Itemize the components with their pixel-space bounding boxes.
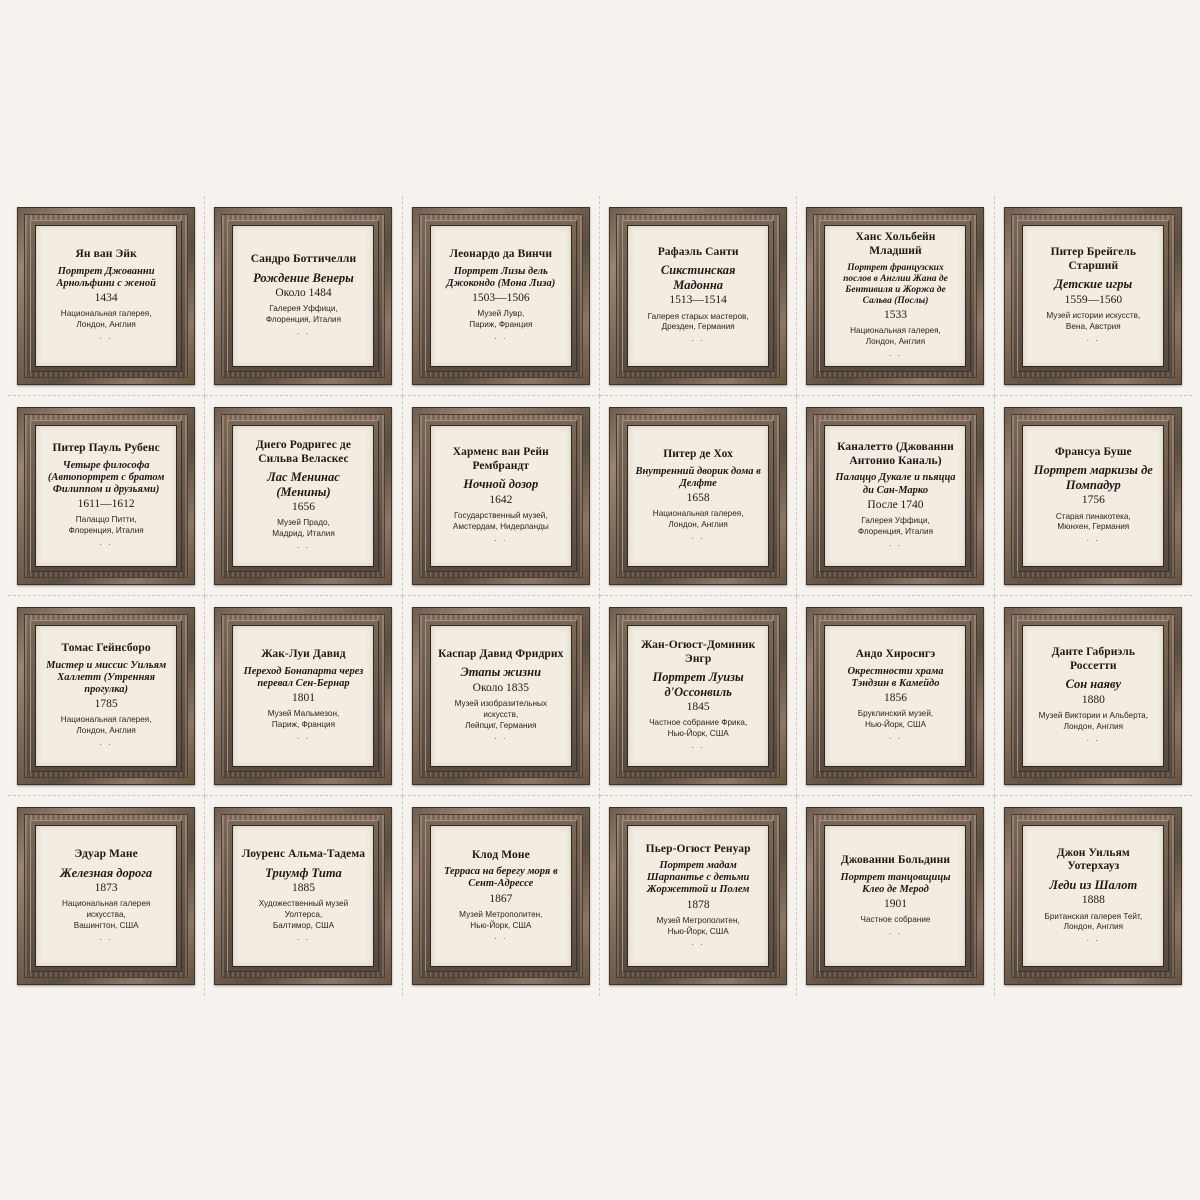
artwork-location: Музей Лувр, Париж, Франция: [469, 309, 533, 330]
frame-ornament-band: [813, 414, 977, 578]
artwork-year: После 1740: [867, 498, 924, 511]
frame-inner-bevel: [227, 420, 379, 572]
picture-frame: [806, 407, 984, 585]
frame-inner-bevel: [227, 220, 379, 372]
card-dots-marker: · ·: [494, 934, 508, 944]
artwork-year: 1856: [883, 692, 907, 705]
artwork-title: Переход Бонапарта через перевал Сен-Бернар: [243, 665, 364, 689]
frame-inner-bevel: [622, 420, 774, 572]
card-label: [824, 425, 966, 567]
artwork-title: Окрестности храма Тэндзин в Камейдо: [847, 665, 944, 689]
artwork-year: 1885: [291, 882, 315, 895]
frame-inner-bevel: [819, 620, 971, 772]
card-cell: [8, 796, 205, 996]
frame-ornament-band: [616, 414, 780, 578]
picture-frame: [806, 207, 984, 385]
frame-ornament-band: [813, 614, 977, 778]
card-label: [35, 825, 177, 967]
card-cell: [797, 396, 994, 596]
picture-frame: [1004, 207, 1182, 385]
card-label: [35, 225, 177, 367]
frame-ornament-band: [1011, 214, 1175, 378]
card-label: [1022, 625, 1164, 767]
artwork-title: Терраса на берегу моря в Сент-Адрессе: [443, 866, 558, 890]
picture-frame: [609, 207, 787, 385]
artwork-year: 1434: [94, 292, 118, 305]
artwork-year: 1513—1514: [669, 294, 727, 307]
picture-frame: [412, 807, 590, 985]
artist-name: Рафаэль Санти: [657, 245, 739, 258]
card-label: [824, 625, 966, 767]
card-label: [232, 225, 374, 367]
picture-frame: [1004, 407, 1182, 585]
artwork-title: Мистер и миссис Уильям Халлетт (Утренняя прогулка): [46, 659, 167, 695]
card-cell: [995, 396, 1192, 596]
card-label: [430, 825, 572, 967]
card-cell: [600, 196, 797, 396]
card-cell: [205, 396, 402, 596]
card-dots-marker: · ·: [99, 934, 113, 944]
artwork-location: Галерея Уффици, Флоренция, Италия: [265, 304, 342, 325]
artwork-year: 1611—1612: [77, 498, 135, 511]
frame-ornament-band: [24, 614, 188, 778]
frame-inner-bevel: [622, 220, 774, 372]
artwork-location: Частное собрание Фрика, Нью-Йорк, США: [649, 718, 748, 739]
artwork-location: Британская галерея Тейт, Лондон, Англия: [1044, 911, 1143, 932]
artwork-location: Палаццо Питти, Флоренция, Италия: [68, 515, 144, 536]
frame-ornament-band: [221, 214, 385, 378]
artwork-year: 1867: [489, 892, 513, 905]
artist-name: Леонардо да Винчи: [449, 248, 553, 261]
card-label: [232, 625, 374, 767]
artist-name: Питер Брейгель Старший: [1050, 246, 1137, 272]
artist-name: Эдуар Мане: [74, 848, 138, 861]
frame-inner-bevel: [30, 220, 182, 372]
artwork-location: Государственный музей, Амстердам, Нидерланды: [452, 511, 549, 531]
artwork-year: 1756: [1081, 494, 1105, 507]
artwork-year: 1533: [883, 308, 907, 321]
card-label: [627, 425, 769, 567]
artwork-location: Музей Прадо, Мадрид, Италия: [272, 518, 335, 539]
frame-inner-bevel: [227, 620, 379, 772]
card-dots-marker: · ·: [296, 733, 311, 743]
artwork-year: 1878: [686, 898, 710, 911]
artwork-location: Национальная галерея, Лондон, Англия: [60, 715, 152, 736]
artwork-year: 1656: [291, 501, 315, 514]
picture-frame: [806, 807, 984, 985]
artwork-location: Музей изобразительных искусств, Лейпциг, Германия: [454, 698, 547, 730]
card-dots-marker: · ·: [494, 535, 508, 545]
frame-ornament-band: [24, 214, 188, 378]
card-dots-marker: · ·: [691, 743, 705, 752]
card-label: [824, 225, 966, 367]
card-label: [35, 625, 177, 767]
artwork-location: Национальная галерея искусства, Вашингтон, США: [61, 899, 151, 931]
picture-frame: [1004, 807, 1182, 985]
artwork-title: Рождение Венеры: [253, 270, 354, 285]
card-cell: [995, 596, 1192, 796]
picture-frame: [17, 807, 195, 985]
card-cell: [8, 396, 205, 596]
frame-ornament-band: [419, 214, 583, 378]
picture-frame: [412, 207, 590, 385]
artist-name: Лоуренс Альма-Тадема: [241, 848, 366, 861]
artist-name: Пьер-Огюст Ренуар: [645, 842, 751, 855]
frame-ornament-band: [419, 814, 583, 978]
picture-frame: [214, 207, 392, 385]
frame-ornament-band: [1011, 414, 1175, 578]
picture-frame: [214, 407, 392, 585]
card-label: [627, 225, 769, 367]
artwork-title: Портрет танцовщицы Клео де Мерод: [840, 871, 951, 895]
artwork-title: Лас Менинас (Менины): [267, 470, 340, 499]
card-label: [1022, 425, 1164, 567]
artist-name: Диего Родригес де Сильва Веласкес: [255, 439, 352, 465]
card-dots-marker: · ·: [888, 733, 903, 743]
card-cell: [403, 596, 600, 796]
card-label: [430, 625, 572, 767]
picture-frame: [17, 607, 195, 785]
artwork-year: 1845: [686, 701, 710, 714]
artwork-title: Сикстинская Мадонна: [660, 263, 736, 292]
card-label: [430, 225, 572, 367]
artist-name: Питер де Хох: [663, 448, 734, 461]
frame-ornament-band: [221, 614, 385, 778]
artwork-location: Галерея Уффици, Флоренция, Италия: [857, 516, 934, 536]
card-cell: [403, 396, 600, 596]
card-dots-marker: · ·: [99, 333, 113, 343]
card-label: [627, 625, 769, 767]
artist-name: Андо Хиросигэ: [855, 648, 936, 661]
card-cell: [797, 796, 994, 996]
card-cell: [205, 196, 402, 396]
card-dots-marker: · ·: [1086, 335, 1101, 345]
card-cell: [600, 396, 797, 596]
artist-name: Каспар Давид Фридрих: [438, 647, 564, 660]
card-cell: [797, 596, 994, 796]
picture-frame: [17, 207, 195, 385]
artist-name: Томас Гейнсборо: [61, 642, 151, 655]
frame-inner-bevel: [1017, 420, 1169, 572]
card-label: [35, 425, 177, 567]
picture-frame: [609, 807, 787, 985]
artwork-title: Портрет маркизы де Помпадур: [1033, 463, 1153, 492]
frame-ornament-band: [813, 214, 977, 378]
picture-frame: [214, 607, 392, 785]
artwork-location: Бруклинский музей, Нью-Йорк, США: [857, 709, 934, 730]
artwork-title: Внутренний дворик дома в Делфте: [635, 465, 761, 489]
artwork-title: Леди из Шалот: [1049, 877, 1138, 892]
card-cell: [205, 796, 402, 996]
frame-inner-bevel: [819, 420, 971, 572]
card-dots-marker: · ·: [296, 543, 311, 552]
picture-frame: [412, 407, 590, 585]
artwork-year: 1801: [291, 692, 315, 705]
artwork-location: Национальная галерея, Лондон, Англия: [850, 325, 941, 346]
card-dots-marker: · ·: [296, 328, 311, 338]
picture-frame: [214, 807, 392, 985]
card-dots-marker: · ·: [99, 739, 113, 749]
card-label: [1022, 825, 1164, 967]
artwork-location: Национальная галерея, Лондон, Англия: [60, 309, 152, 330]
card-dots-marker: · ·: [1086, 735, 1101, 745]
card-dots-marker: · ·: [1086, 536, 1101, 546]
frame-inner-bevel: [819, 820, 971, 972]
card-cell: [995, 196, 1192, 396]
card-dots-marker: · ·: [99, 539, 113, 549]
artwork-location: Музей Виктории и Альберта, Лондон, Англия: [1038, 711, 1148, 731]
artwork-location: Художественный музей Уолтерса, Балтимор, США: [258, 899, 349, 931]
card-label: [430, 425, 572, 567]
card-label: [627, 825, 769, 967]
artist-name: Ханс Хольбейн Младший: [855, 231, 936, 258]
frame-inner-bevel: [1017, 620, 1169, 772]
artwork-title: Сон наяву: [1065, 677, 1122, 692]
card-label: [1022, 225, 1164, 367]
artwork-title: Портрет Лизы дель Джокондо (Мона Лиза): [446, 265, 556, 289]
artwork-title: Портрет мадам Шарпантье с детьми Жоржеттой и Полем: [646, 860, 750, 896]
artwork-year: 1785: [94, 698, 118, 711]
artwork-year: 1503—1506: [472, 292, 530, 305]
frame-inner-bevel: [1017, 820, 1169, 972]
frame-inner-bevel: [622, 820, 774, 972]
artwork-location: Музей Метрополитен, Нью-Йорк, США: [459, 909, 543, 930]
picture-frame: [609, 607, 787, 785]
card-cell: [600, 796, 797, 996]
card-dots-marker: · ·: [888, 540, 903, 550]
card-dots-marker: · ·: [494, 333, 508, 343]
artist-name: Данте Габриэль Россетти: [1051, 646, 1136, 672]
frame-inner-bevel: [425, 220, 577, 372]
frame-ornament-band: [616, 214, 780, 378]
artwork-year: Около 1835: [472, 681, 529, 694]
card-cell: [797, 196, 994, 396]
card-cell: [8, 196, 205, 396]
frame-inner-bevel: [30, 620, 182, 772]
artwork-title: Детские игры: [1054, 277, 1133, 292]
frame-ornament-band: [419, 414, 583, 578]
artwork-location: Частное собрание: [860, 915, 931, 925]
frame-ornament-band: [616, 614, 780, 778]
artwork-title: Портрет Луизы д'Оссонвиль: [652, 670, 744, 699]
artwork-location: Музей истории искусств, Вена, Австрия: [1046, 311, 1141, 331]
artwork-title: Портрет французских послов в Англии Жана де Бентивиля и Жоржа де Сальва (Послы): [843, 262, 948, 306]
frame-inner-bevel: [227, 820, 379, 972]
frame-inner-bevel: [622, 620, 774, 772]
frame-ornament-band: [419, 614, 583, 778]
frame-inner-bevel: [425, 820, 577, 972]
artwork-location: Старая пинакотека, Мюнхен, Германия: [1055, 511, 1131, 532]
artwork-title: Портрет Джованни Арнольфини с женой: [56, 265, 156, 289]
frame-ornament-band: [813, 814, 977, 978]
frame-inner-bevel: [30, 820, 182, 972]
frame-ornament-band: [1011, 614, 1175, 778]
artwork-location: Музей Метрополитен, Нью-Йорк, США: [656, 915, 740, 936]
frame-ornament-band: [24, 814, 188, 978]
artwork-title: Палаццо Дукале и пьяцца ди Сан-Марко: [835, 472, 956, 496]
card-dots-marker: · ·: [691, 940, 705, 950]
artwork-year: 1658: [686, 492, 710, 505]
artist-name: Каналетто (Джованни Антонио Каналь): [837, 441, 954, 467]
frame-ornament-band: [221, 814, 385, 978]
card-dots-marker: · ·: [888, 928, 903, 938]
artwork-location: Музей Мальмезон, Париж, Франция: [267, 709, 340, 730]
card-dots-marker: · ·: [691, 533, 705, 543]
card-dots-marker: · ·: [691, 336, 705, 346]
artist-name: Сандро Боттичелли: [250, 253, 357, 266]
artist-name: Питер Пауль Рубенс: [52, 442, 160, 455]
artwork-location: Национальная галерея, Лондон, Англия: [652, 509, 744, 530]
card-cell: [8, 596, 205, 796]
artist-name: Жан-Огюст-Доминик Энгр: [641, 639, 756, 665]
artwork-title: Железная дорога: [60, 865, 153, 880]
frame-ornament-band: [24, 414, 188, 578]
frame-ornament-band: [616, 814, 780, 978]
picture-frame: [806, 607, 984, 785]
artist-name: Франсуа Буше: [1054, 445, 1132, 458]
artist-name: Жак-Луи Давид: [261, 648, 346, 661]
card-label: [824, 825, 966, 967]
card-dots-marker: · ·: [296, 934, 311, 944]
artwork-year: 1873: [94, 882, 118, 895]
artwork-year: 1880: [1081, 693, 1105, 706]
card-cell: [205, 596, 402, 796]
card-cell: [600, 596, 797, 796]
artwork-year: Около 1484: [275, 287, 332, 300]
card-label: [232, 425, 374, 567]
frame-inner-bevel: [1017, 220, 1169, 372]
artist-name: Джон Уильям Уотерхауз: [1056, 846, 1130, 873]
picture-frame: [17, 407, 195, 585]
card-cell: [995, 796, 1192, 996]
frame-inner-bevel: [425, 620, 577, 772]
frame-ornament-band: [221, 414, 385, 578]
card-label: [232, 825, 374, 967]
card-grid: [8, 196, 1192, 996]
artwork-location: Галерея старых мастеров, Дрезден, Германия: [647, 311, 749, 332]
artwork-title: Триумф Тита: [265, 865, 342, 880]
artist-name: Ян ван Эйк: [75, 248, 137, 261]
card-cell: [403, 196, 600, 396]
picture-frame: [1004, 607, 1182, 785]
card-cell: [403, 796, 600, 996]
artist-name: Джованни Больдини: [840, 854, 951, 867]
artwork-year: 1901: [883, 897, 907, 910]
artwork-year: 1888: [1081, 894, 1105, 907]
card-dots-marker: · ·: [1086, 936, 1101, 946]
card-dots-marker: · ·: [494, 734, 508, 744]
picture-frame: [412, 607, 590, 785]
card-dots-marker: · ·: [888, 350, 903, 360]
artist-name: Харменс ван Рейн Рембрандт: [452, 446, 549, 472]
artwork-title: Этапы жизни: [460, 665, 542, 680]
frame-inner-bevel: [819, 220, 971, 372]
frame-inner-bevel: [425, 420, 577, 572]
picture-frame: [609, 407, 787, 585]
frame-ornament-band: [1011, 814, 1175, 978]
artwork-title: Четыре философа (Автопортрет с братом Филиппом и друзьями): [47, 459, 165, 495]
artwork-year: 1642: [489, 493, 513, 506]
frame-inner-bevel: [30, 420, 182, 572]
artist-name: Клод Моне: [471, 848, 530, 861]
artwork-year: 1559—1560: [1064, 293, 1123, 306]
artwork-title: Ночной дозор: [463, 477, 539, 492]
